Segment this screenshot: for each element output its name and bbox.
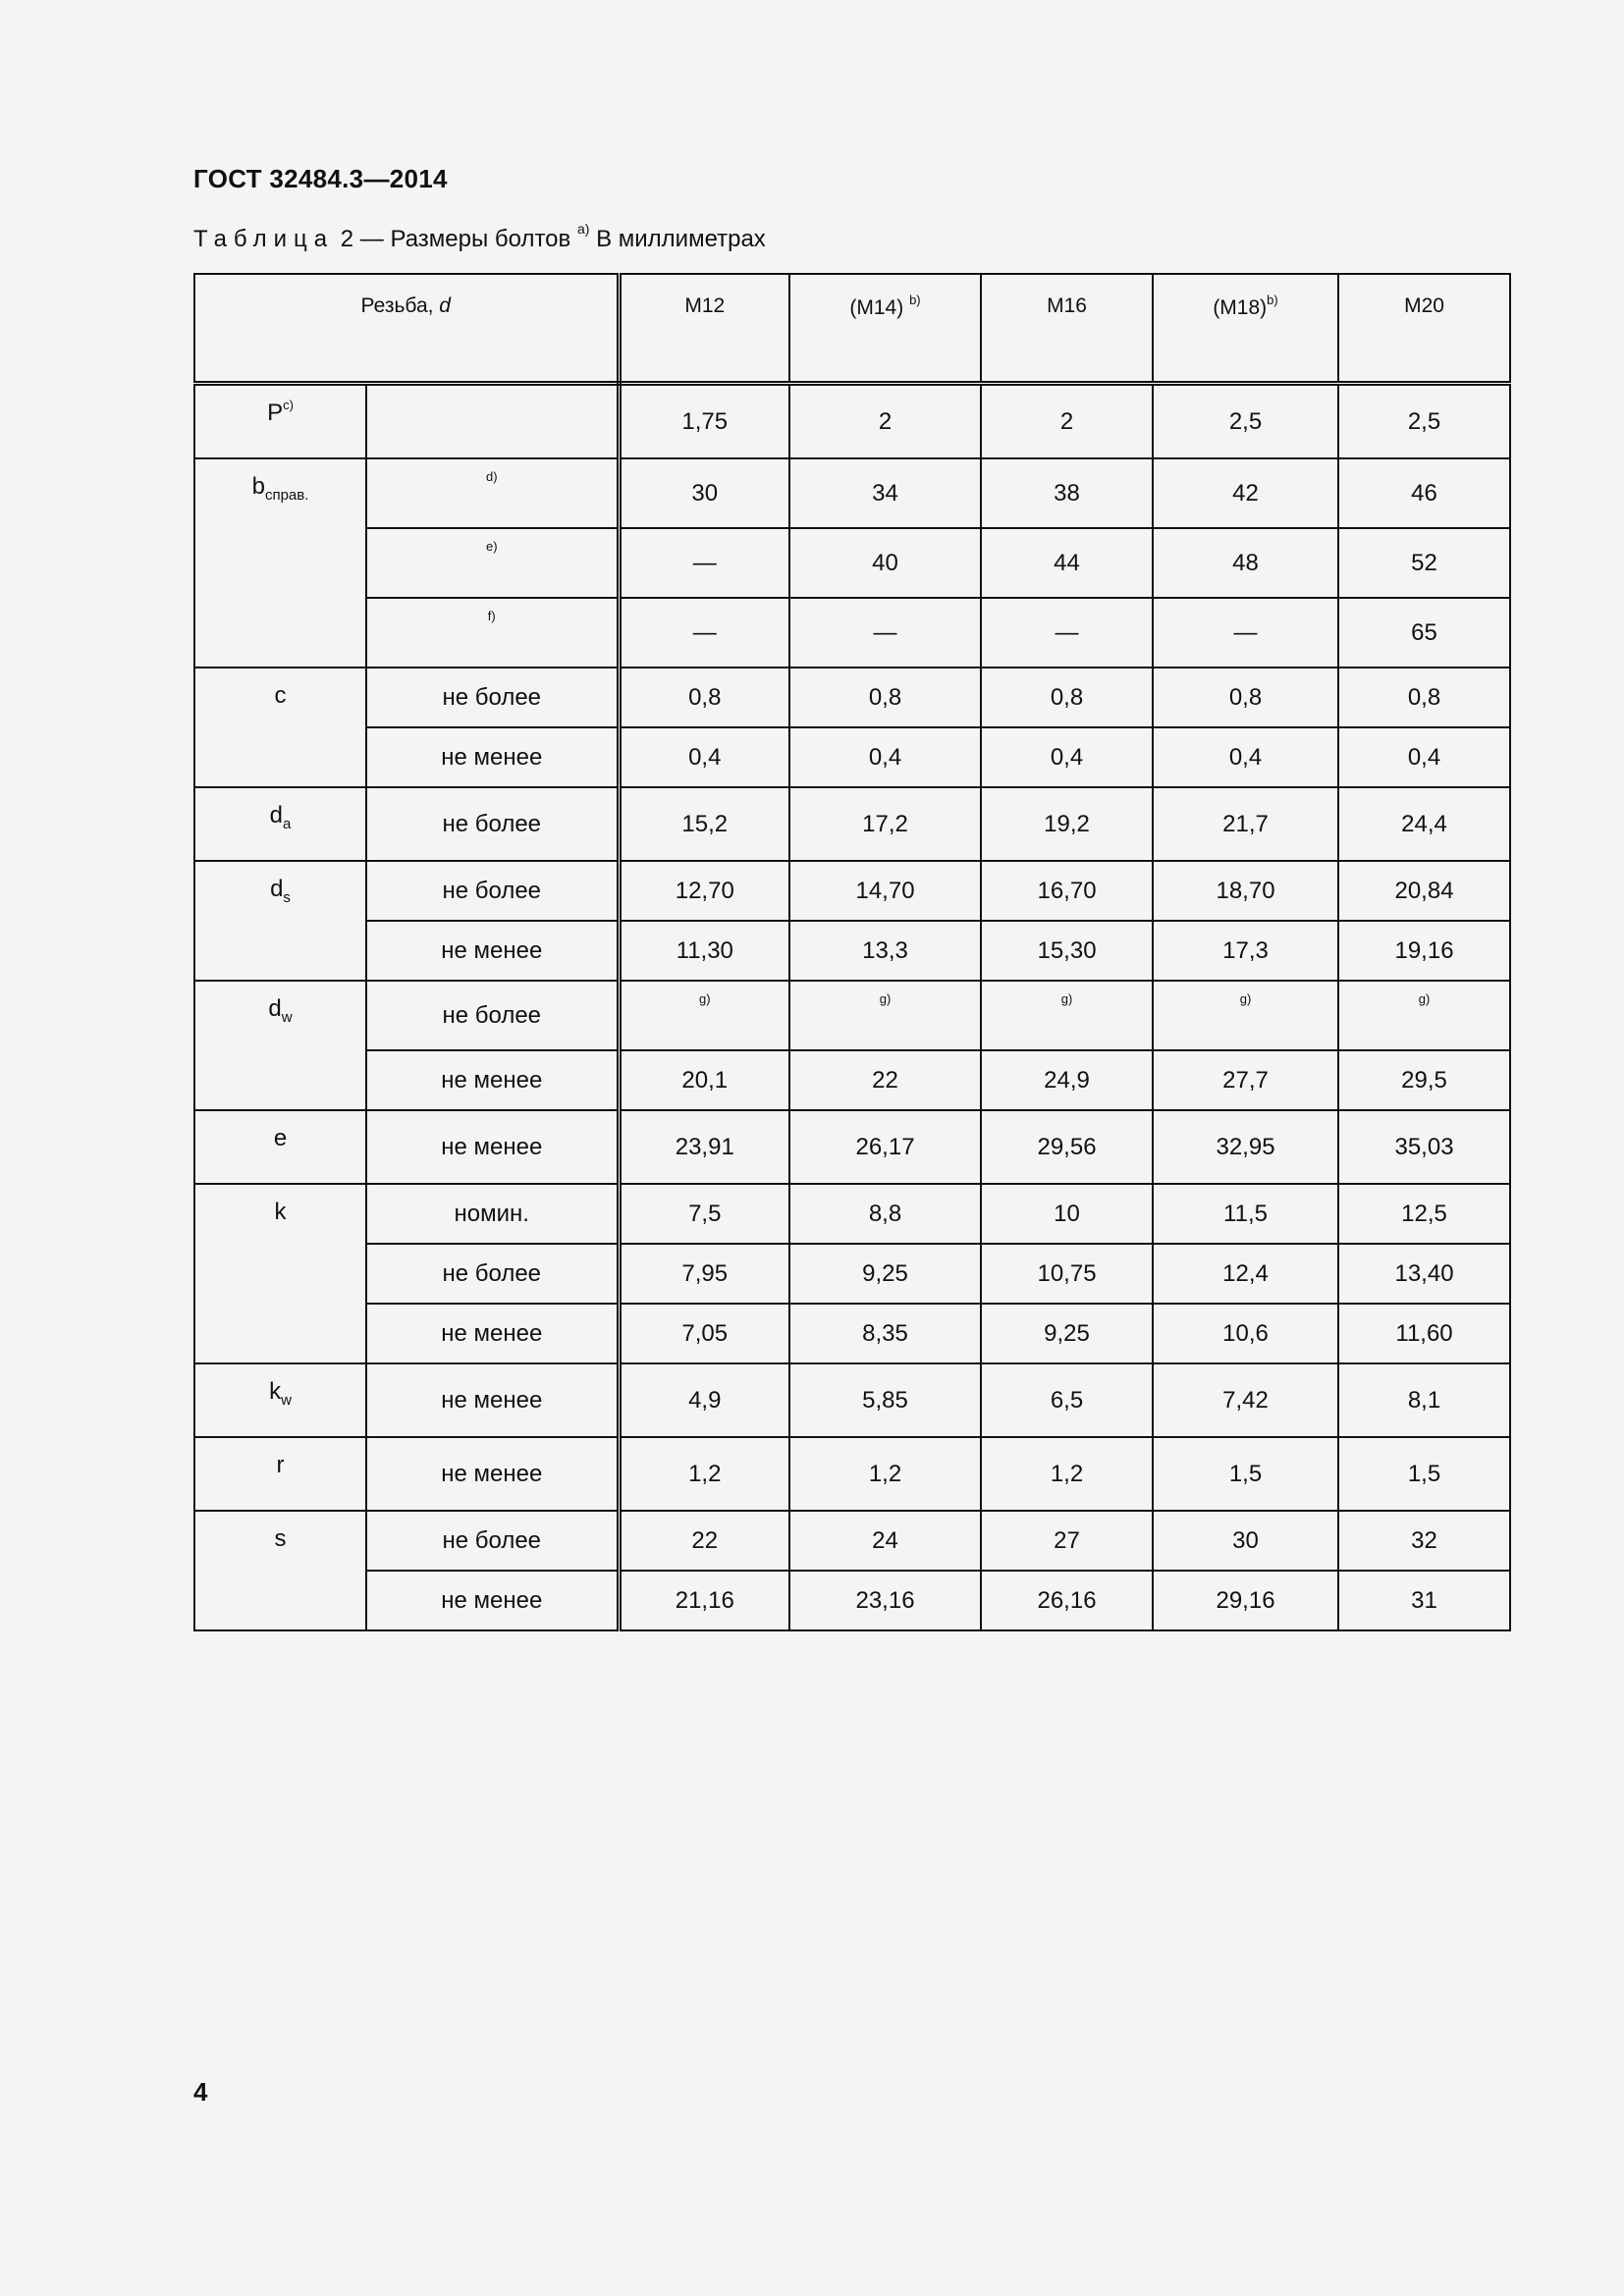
header-col-m12 [619, 274, 789, 384]
qualifier-cell: не менее [366, 921, 619, 981]
value-cell: 34 [789, 458, 981, 528]
value-cell: 1,5 [1153, 1437, 1338, 1511]
param-symbol: k [274, 1199, 287, 1225]
value-cell: 12,5 [1338, 1184, 1510, 1244]
qualifier-cell: не менее [366, 1050, 619, 1110]
value-cell: 1,75 [619, 384, 789, 459]
param-symbol: s [274, 1525, 287, 1552]
value-cell: 1,2 [789, 1437, 981, 1511]
header-col-m16 [981, 274, 1153, 384]
document-title: ГОСТ 32484.3—2014 [193, 164, 448, 193]
value-cell: — [789, 598, 981, 667]
value-cell: 0,8 [789, 667, 981, 727]
value-cell: 0,8 [1338, 667, 1510, 727]
param-subscript: w [281, 1008, 293, 1026]
table-caption-word: Таблица [193, 226, 335, 252]
header-thread-label [194, 274, 619, 384]
value-cell: 1,2 [619, 1437, 789, 1511]
value-cell: 2 [789, 384, 981, 459]
value-cell: 20,84 [1338, 861, 1510, 921]
value-cell: — [1153, 598, 1338, 667]
table-caption [193, 221, 766, 253]
table-row [194, 667, 1510, 727]
table-row [194, 1437, 1510, 1511]
col-name: (M18) [1213, 296, 1268, 319]
value-cell: 10,6 [1153, 1304, 1338, 1363]
param-ds [194, 861, 366, 981]
value-cell: 27 [981, 1511, 1153, 1571]
qualifier-cell: не более [366, 1511, 619, 1571]
value-cell: 12,70 [619, 861, 789, 921]
param-symbol: k [269, 1378, 282, 1405]
value-cell: 23,91 [619, 1110, 789, 1184]
value-cell: 22 [619, 1511, 789, 1571]
qualifier-cell [366, 384, 619, 459]
value-cell: 21,7 [1153, 787, 1338, 861]
col-name: M20 [1404, 294, 1444, 317]
value-cell: 26,16 [981, 1571, 1153, 1630]
value-cell: 30 [619, 458, 789, 528]
value-cell: 9,25 [789, 1244, 981, 1304]
param-k [194, 1184, 366, 1363]
param-note: c) [283, 398, 294, 412]
value-cell: 20,1 [619, 1050, 789, 1110]
value-cell: 65 [1338, 598, 1510, 667]
header-col-m14 [789, 274, 981, 384]
value-cell: 0,8 [981, 667, 1153, 727]
table-caption-footnote: a) [576, 221, 590, 237]
value-cell: 29,56 [981, 1110, 1153, 1184]
value-cell: 31 [1338, 1571, 1510, 1630]
value-cell: g) [981, 981, 1153, 1050]
table-row [194, 384, 1510, 459]
value-cell: 0,4 [789, 727, 981, 787]
value-cell: 21,16 [619, 1571, 789, 1630]
header-col-m20 [1338, 274, 1510, 384]
value-cell: 7,95 [619, 1244, 789, 1304]
value-cell: 38 [981, 458, 1153, 528]
value-cell: 13,3 [789, 921, 981, 981]
header-thread-variable: d [439, 294, 451, 317]
table-caption-title: — Размеры болтов [353, 226, 577, 252]
value-cell: 16,70 [981, 861, 1153, 921]
value-cell: — [619, 598, 789, 667]
value-cell: 46 [1338, 458, 1510, 528]
param-subscript: w [281, 1391, 292, 1409]
qualifier-cell: не более [366, 667, 619, 727]
table-row [194, 1571, 1510, 1630]
value-cell: 1,5 [1338, 1437, 1510, 1511]
value-cell: 32 [1338, 1511, 1510, 1571]
value-cell: 10,75 [981, 1244, 1153, 1304]
value-cell: 8,8 [789, 1184, 981, 1244]
value-cell: 11,5 [1153, 1184, 1338, 1244]
value-cell: 0,8 [619, 667, 789, 727]
bolt-dimensions-table [193, 273, 1511, 1631]
value-cell: 11,60 [1338, 1304, 1510, 1363]
value-cell: 8,1 [1338, 1363, 1510, 1437]
table-row [194, 1511, 1510, 1571]
value-cell: 27,7 [1153, 1050, 1338, 1110]
param-e [194, 1110, 366, 1184]
param-dw [194, 981, 366, 1110]
param-symbol: e [273, 1125, 288, 1151]
table-caption-units: В миллиметрах [589, 226, 766, 252]
table-row [194, 1304, 1510, 1363]
param-symbol: P [267, 400, 284, 426]
table-caption-number: 2 [340, 226, 354, 252]
value-cell: 18,70 [1153, 861, 1338, 921]
param-symbol: d [269, 802, 283, 828]
param-b [194, 458, 366, 667]
param-symbol: b [251, 473, 265, 500]
header-thread-text: Резьба, [360, 294, 440, 317]
value-cell: 0,4 [619, 727, 789, 787]
table-row [194, 528, 1510, 598]
col-name: (M14) [849, 296, 904, 319]
value-cell: — [619, 528, 789, 598]
value-cell: 30 [1153, 1511, 1338, 1571]
param-subscript: s [283, 888, 291, 906]
value-cell: 24,9 [981, 1050, 1153, 1110]
param-c [194, 667, 366, 787]
value-cell: 2 [981, 384, 1153, 459]
value-cell: 6,5 [981, 1363, 1153, 1437]
value-cell: g) [789, 981, 981, 1050]
value-cell: 44 [981, 528, 1153, 598]
table-row [194, 787, 1510, 861]
value-cell: 2,5 [1338, 384, 1510, 459]
table-row [194, 1184, 1510, 1244]
col-name: M12 [684, 294, 726, 317]
value-cell: 19,2 [981, 787, 1153, 861]
value-cell: 12,4 [1153, 1244, 1338, 1304]
param-r [194, 1437, 366, 1511]
value-cell: 40 [789, 528, 981, 598]
qualifier-cell: не более [366, 1244, 619, 1304]
param-symbol: c [274, 682, 287, 709]
param-p [194, 384, 366, 459]
qualifier-cell: не менее [366, 1437, 619, 1511]
table-row [194, 458, 1510, 528]
value-cell: 42 [1153, 458, 1338, 528]
table-row [194, 1244, 1510, 1304]
value-cell: g) [619, 981, 789, 1050]
qualifier-cell: не более [366, 787, 619, 861]
param-kw [194, 1363, 366, 1437]
param-symbol: d [268, 995, 282, 1022]
table-row [194, 598, 1510, 667]
qualifier-cell: d) [366, 458, 619, 528]
value-cell: 10 [981, 1184, 1153, 1244]
qualifier-cell: не менее [366, 727, 619, 787]
value-cell: 29,16 [1153, 1571, 1338, 1630]
col-note: b) [909, 293, 921, 307]
param-s [194, 1511, 366, 1630]
table-header-row [194, 274, 1510, 384]
value-cell: g) [1338, 981, 1510, 1050]
value-cell: 8,35 [789, 1304, 981, 1363]
value-cell: 1,2 [981, 1437, 1153, 1511]
value-cell: 4,9 [619, 1363, 789, 1437]
col-name: M16 [1047, 294, 1087, 317]
value-cell: 5,85 [789, 1363, 981, 1437]
qualifier-cell: e) [366, 528, 619, 598]
value-cell: 11,30 [619, 921, 789, 981]
qualifier-cell: номин. [366, 1184, 619, 1244]
qualifier-cell: не менее [366, 1363, 619, 1437]
value-cell: 0,4 [1153, 727, 1338, 787]
value-cell: 19,16 [1338, 921, 1510, 981]
value-cell: 0,8 [1153, 667, 1338, 727]
value-cell: g) [1153, 981, 1338, 1050]
value-cell: 2,5 [1153, 384, 1338, 459]
table-row [194, 727, 1510, 787]
table-row [194, 1110, 1510, 1184]
value-cell: 7,05 [619, 1304, 789, 1363]
qualifier-cell: f) [366, 598, 619, 667]
value-cell: — [981, 598, 1153, 667]
value-cell: 52 [1338, 528, 1510, 598]
table-row [194, 981, 1510, 1050]
value-cell: 14,70 [789, 861, 981, 921]
value-cell: 22 [789, 1050, 981, 1110]
header-col-m18 [1153, 274, 1338, 384]
value-cell: 7,5 [619, 1184, 789, 1244]
param-symbol: d [270, 876, 284, 902]
value-cell: 35,03 [1338, 1110, 1510, 1184]
value-cell: 0,4 [981, 727, 1153, 787]
value-cell: 23,16 [789, 1571, 981, 1630]
value-cell: 24,4 [1338, 787, 1510, 861]
param-subscript: a [283, 815, 292, 832]
table-row [194, 921, 1510, 981]
value-cell: 13,40 [1338, 1244, 1510, 1304]
qualifier-cell: не менее [366, 1110, 619, 1184]
param-da [194, 787, 366, 861]
value-cell: 7,42 [1153, 1363, 1338, 1437]
value-cell: 26,17 [789, 1110, 981, 1184]
value-cell: 15,30 [981, 921, 1153, 981]
value-cell: 24 [789, 1511, 981, 1571]
value-cell: 29,5 [1338, 1050, 1510, 1110]
value-cell: 15,2 [619, 787, 789, 861]
qualifier-cell: не менее [366, 1304, 619, 1363]
col-note: b) [1267, 293, 1278, 307]
value-cell: 48 [1153, 528, 1338, 598]
param-symbol: r [276, 1452, 285, 1478]
qualifier-cell: не более [366, 861, 619, 921]
value-cell: 17,2 [789, 787, 981, 861]
table-row [194, 1363, 1510, 1437]
qualifier-cell: не менее [366, 1571, 619, 1630]
value-cell: 9,25 [981, 1304, 1153, 1363]
value-cell: 0,4 [1338, 727, 1510, 787]
qualifier-cell: не более [366, 981, 619, 1050]
table-row [194, 861, 1510, 921]
table-row [194, 1050, 1510, 1110]
value-cell: 17,3 [1153, 921, 1338, 981]
param-subscript: справ. [264, 486, 309, 504]
value-cell: 32,95 [1153, 1110, 1338, 1184]
page-number: 4 [193, 2077, 208, 2107]
